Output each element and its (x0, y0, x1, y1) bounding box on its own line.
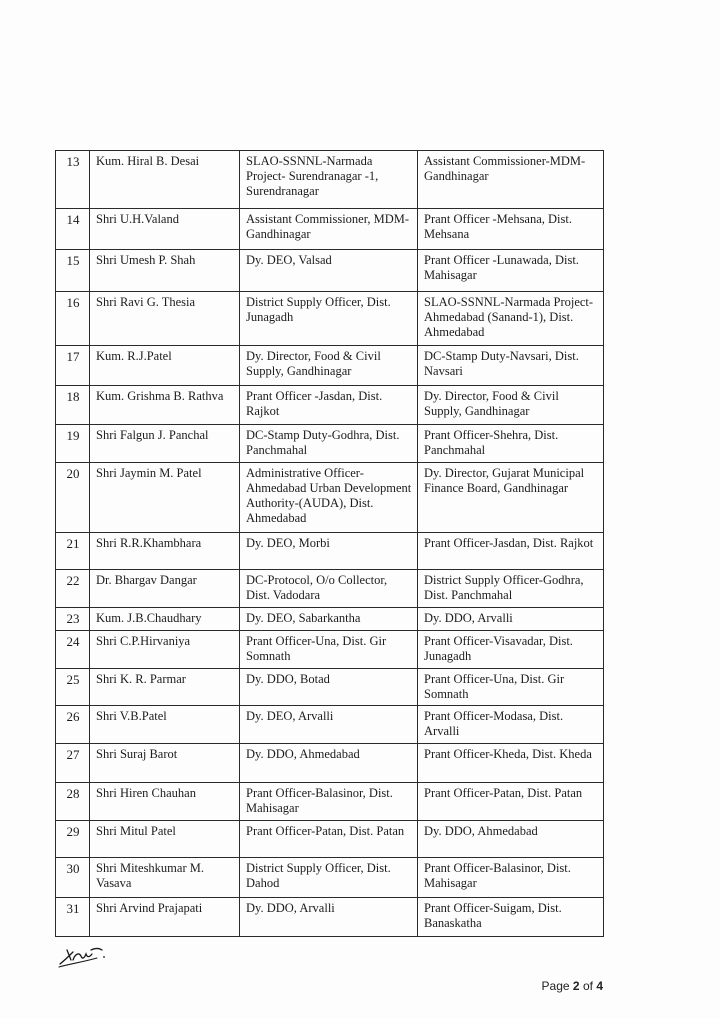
table-row (56, 209, 604, 250)
serial-number: 29 (56, 821, 90, 858)
serial-number: 19 (56, 425, 90, 463)
current-posting: Dy. DEO, Valsad (240, 250, 418, 292)
new-posting: Prant Officer-Una, Dist. Gir Somnath (418, 669, 604, 706)
new-posting: Prant Officer-Kheda, Dist. Kheda (418, 744, 604, 783)
current-posting: Dy. Director, Food & Civil Supply, Gandhinagar (240, 346, 418, 386)
table-row (56, 669, 604, 706)
serial-number: 28 (56, 783, 90, 821)
current-posting: DC-Protocol, O/o Collector, Dist. Vadodara (240, 570, 418, 608)
current-posting: Prant Officer-Patan, Dist. Patan (240, 821, 418, 858)
table-row (56, 821, 604, 858)
table-row (56, 858, 604, 898)
current-posting: Dy. DEO, Arvalli (240, 706, 418, 744)
new-posting: District Supply Officer-Godhra, Dist. Panchmahal (418, 570, 604, 608)
new-posting: Dy. DDO, Arvalli (418, 608, 604, 631)
table-row (56, 151, 604, 209)
new-posting: Dy. Director, Gujarat Municipal Finance Board, Gandhinagar (418, 463, 604, 533)
current-posting: Dy. DEO, Sabarkantha (240, 608, 418, 631)
new-posting: Dy. DDO, Ahmedabad (418, 821, 604, 858)
new-posting: Prant Officer-Suigam, Dist. Banaskatha (418, 898, 604, 937)
table-row (56, 292, 604, 346)
serial-number: 13 (56, 151, 90, 209)
officer-name: Shri Umesh P. Shah (90, 250, 240, 292)
new-posting: Prant Officer-Patan, Dist. Patan (418, 783, 604, 821)
new-posting: Prant Officer-Balasinor, Dist. Mahisagar (418, 858, 604, 898)
page-label: Page (541, 979, 570, 993)
officer-name: Shri R.R.Khambhara (90, 533, 240, 570)
serial-number: 31 (56, 898, 90, 937)
new-posting: Prant Officer-Shehra, Dist. Panchmahal (418, 425, 604, 463)
new-posting: SLAO-SSNNL-Narmada Project-Ahmedabad (Sanand-1), Dist. Ahmedabad (418, 292, 604, 346)
serial-number: 30 (56, 858, 90, 898)
new-posting: DC-Stamp Duty-Navsari, Dist. Navsari (418, 346, 604, 386)
table-row (56, 250, 604, 292)
table-row (56, 533, 604, 570)
officer-name: Shri V.B.Patel (90, 706, 240, 744)
current-posting: Dy. DEO, Morbi (240, 533, 418, 570)
page-total: 4 (596, 979, 603, 993)
transfer-table (55, 150, 604, 937)
officer-name: Dr. Bhargav Dangar (90, 570, 240, 608)
serial-number: 26 (56, 706, 90, 744)
table-row (56, 783, 604, 821)
officer-name: Shri Suraj Barot (90, 744, 240, 783)
serial-number: 24 (56, 631, 90, 669)
current-posting: Prant Officer -Jasdan, Dist. Rajkot (240, 386, 418, 425)
current-posting: District Supply Officer, Dist. Junagadh (240, 292, 418, 346)
officer-name: Shri Hiren Chauhan (90, 783, 240, 821)
officer-name: Kum. Grishma B. Rathva (90, 386, 240, 425)
serial-number: 22 (56, 570, 90, 608)
table-row (56, 631, 604, 669)
officer-name: Shri Arvind Prajapati (90, 898, 240, 937)
serial-number: 21 (56, 533, 90, 570)
new-posting: Prant Officer-Modasa, Dist. Arvalli (418, 706, 604, 744)
serial-number: 14 (56, 209, 90, 250)
current-posting: Prant Officer-Una, Dist. Gir Somnath (240, 631, 418, 669)
current-posting: Assistant Commissioner, MDM-Gandhinagar (240, 209, 418, 250)
serial-number: 25 (56, 669, 90, 706)
serial-number: 18 (56, 386, 90, 425)
table-row (56, 744, 604, 783)
table-row (56, 386, 604, 425)
officer-name: Shri U.H.Valand (90, 209, 240, 250)
table-row (56, 608, 604, 631)
officer-name: Shri Jaymin M. Patel (90, 463, 240, 533)
officer-name: Shri K. R. Parmar (90, 669, 240, 706)
current-posting: Dy. DDO, Botad (240, 669, 418, 706)
serial-number: 20 (56, 463, 90, 533)
table-row (56, 706, 604, 744)
officer-name: Kum. R.J.Patel (90, 346, 240, 386)
current-posting: DC-Stamp Duty-Godhra, Dist. Panchmahal (240, 425, 418, 463)
table-row (56, 346, 604, 386)
table-row (56, 898, 604, 937)
serial-number: 27 (56, 744, 90, 783)
current-posting: Prant Officer-Balasinor, Dist. Mahisagar (240, 783, 418, 821)
page-number (542, 979, 603, 993)
serial-number: 15 (56, 250, 90, 292)
table-row (56, 463, 604, 533)
new-posting: Prant Officer -Lunawada, Dist. Mahisagar (418, 250, 604, 292)
serial-number: 17 (56, 346, 90, 386)
transfer-table-body (56, 151, 604, 937)
page-of-label: of (582, 979, 593, 993)
new-posting: Prant Officer-Jasdan, Dist. Rajkot (418, 533, 604, 570)
current-posting: Dy. DDO, Arvalli (240, 898, 418, 937)
current-posting: Dy. DDO, Ahmedabad (240, 744, 418, 783)
current-posting: Administrative Officer-Ahmedabad Urban Development Authority-(AUDA), Dist. Ahmedabad (240, 463, 418, 533)
officer-name: Shri Falgun J. Panchal (90, 425, 240, 463)
new-posting: Prant Officer -Mehsana, Dist. Mehsana (418, 209, 604, 250)
officer-name: Shri Ravi G. Thesia (90, 292, 240, 346)
page-current: 2 (572, 979, 580, 993)
table-row (56, 425, 604, 463)
officer-name: Shri Mitul Patel (90, 821, 240, 858)
current-posting: SLAO-SSNNL-Narmada Project- Surendranagar -1, Surendranagar (240, 151, 418, 209)
new-posting: Dy. Director, Food & Civil Supply, Gandhinagar (418, 386, 604, 425)
serial-number: 23 (56, 608, 90, 631)
new-posting: Assistant Commissioner-MDM-Gandhinagar (418, 151, 604, 209)
officer-name: Shri C.P.Hirvaniya (90, 631, 240, 669)
handwritten-initials (57, 940, 107, 970)
officer-name: Kum. Hiral B. Desai (90, 151, 240, 209)
serial-number: 16 (56, 292, 90, 346)
current-posting: District Supply Officer, Dist. Dahod (240, 858, 418, 898)
officer-name: Shri Miteshkumar M. Vasava (90, 858, 240, 898)
officer-name: Kum. J.B.Chaudhary (90, 608, 240, 631)
table-row (56, 570, 604, 608)
new-posting: Prant Officer-Visavadar, Dist. Junagadh (418, 631, 604, 669)
